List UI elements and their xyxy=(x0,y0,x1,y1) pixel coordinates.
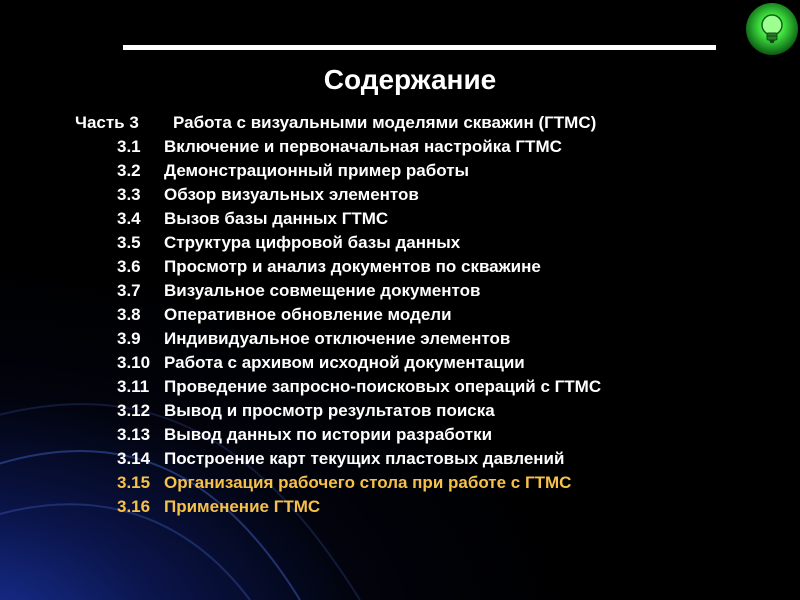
contents-item xyxy=(117,399,601,423)
item-number: 3.5 xyxy=(117,233,141,252)
part-heading xyxy=(75,111,596,135)
item-text: Применение ГТМС xyxy=(164,497,321,516)
item-number: 3.12 xyxy=(117,401,151,420)
item-text: Визуальное совмещение документов xyxy=(164,281,481,300)
contents-list xyxy=(117,135,601,519)
contents-item xyxy=(117,351,601,375)
item-text: Оперативное обновление модели xyxy=(164,305,452,324)
contents-item xyxy=(117,423,601,447)
item-number: 3.11 xyxy=(117,377,150,396)
item-number: 3.4 xyxy=(117,209,141,228)
contents-item xyxy=(117,231,601,255)
item-text: Вывод данных по истории разработки xyxy=(164,425,493,444)
item-number: 3.10 xyxy=(117,353,151,372)
contents-item-highlighted xyxy=(117,471,601,495)
slide-title: Содержание xyxy=(323,64,497,95)
item-number: 3.13 xyxy=(117,425,151,444)
contents-item xyxy=(117,303,601,327)
item-number: 3.2 xyxy=(117,161,141,180)
item-text: Вывод и просмотр результатов поиска xyxy=(164,401,495,420)
contents-item xyxy=(117,375,601,399)
item-number: 3.15 xyxy=(117,473,151,492)
contents-item xyxy=(117,135,601,159)
item-text: Организация рабочего стола при работе с ГТМС xyxy=(164,473,572,492)
title-divider xyxy=(123,45,716,50)
contents-item xyxy=(117,279,601,303)
contents-item xyxy=(117,207,601,231)
item-text: Проведение запросно-поисковых операций с ГТМС xyxy=(164,377,602,396)
contents-item-highlighted xyxy=(117,495,601,519)
item-number: 3.9 xyxy=(117,329,141,348)
item-number: 3.6 xyxy=(117,257,141,276)
item-text: Работа с архивом исходной документации xyxy=(164,353,525,372)
item-text: Вызов базы данных ГТМС xyxy=(164,209,389,228)
lightbulb-icon xyxy=(745,2,799,56)
item-number: 3.16 xyxy=(117,497,151,516)
part-number: Часть 3 xyxy=(75,113,139,132)
item-text: Включение и первоначальная настройка ГТМС xyxy=(164,137,562,156)
part-title: Работа с визуальными моделями скважин (ГТМС) xyxy=(173,113,597,132)
contents-item xyxy=(117,327,601,351)
item-text: Демонстрационный пример работы xyxy=(164,161,470,180)
item-text: Просмотр и анализ документов по скважине xyxy=(164,257,541,276)
item-number: 3.7 xyxy=(117,281,141,300)
item-number: 3.14 xyxy=(117,449,151,468)
contents-item xyxy=(117,159,601,183)
item-number: 3.3 xyxy=(117,185,141,204)
item-text: Индивидуальное отключение элементов xyxy=(164,329,511,348)
item-number: 3.8 xyxy=(117,305,141,324)
item-text: Структура цифровой базы данных xyxy=(164,233,461,252)
item-text: Обзор визуальных элементов xyxy=(164,185,419,204)
contents-item xyxy=(117,447,601,471)
contents-item xyxy=(117,255,601,279)
item-text: Построение карт текущих пластовых давлений xyxy=(164,449,565,468)
contents-item xyxy=(117,183,601,207)
item-number: 3.1 xyxy=(117,137,141,156)
